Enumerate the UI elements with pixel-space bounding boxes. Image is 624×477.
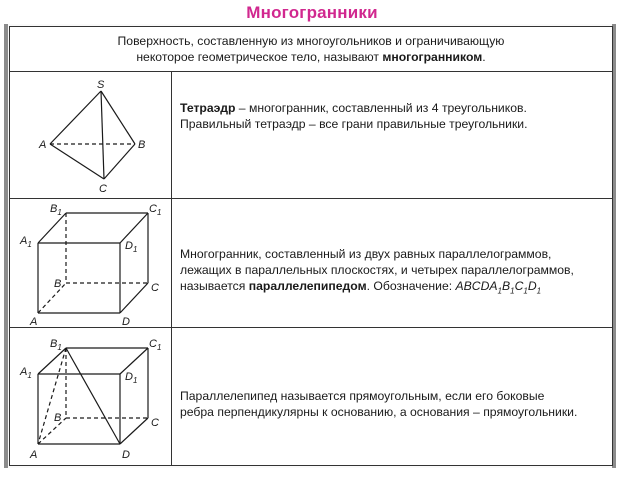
intro-line-2-end: .: [482, 50, 486, 64]
vertex-label-B: B: [54, 278, 62, 290]
notation-sub: 1: [536, 286, 542, 296]
vertex-label-C1: $C_1$: [149, 338, 162, 352]
vertex-label-C1: $C_1$: [149, 203, 162, 217]
vertex-label-A: A: [30, 316, 38, 328]
edge-SC: [101, 91, 104, 179]
column-separator: [171, 72, 172, 198]
intro-line-2-start: некоторое геометрическое тело, называют: [136, 50, 383, 64]
definition-table: [9, 26, 613, 466]
vertex-label-S: S: [97, 79, 105, 91]
parallelepiped-definition: [180, 246, 606, 299]
notation-sub: 1: [523, 286, 528, 296]
vertex-label-D: D: [122, 449, 130, 461]
rectangular-line-1: Параллелепипед называется прямоугольным, если его боковые: [180, 389, 545, 403]
notation-sub: 1: [510, 286, 515, 296]
row-tetrahedron: [10, 71, 612, 198]
notation-part: D: [527, 279, 537, 293]
rectangular-definition: [180, 388, 606, 420]
term-tetrahedron: Тетраэдр: [180, 101, 236, 115]
notation-part: B: [501, 279, 511, 293]
intro-definition: [10, 27, 612, 71]
rectangular-line-2: ребра перпендикулярны к основанию, а основания – прямоугольники.: [180, 405, 578, 419]
rectangular-parallelepiped-figure: [10, 328, 170, 466]
tetrahedron-def-1: – многогранник, составленный из 4 треугольников.: [235, 101, 527, 115]
edge-A1B1: [38, 348, 66, 374]
intro-line-1: Поверхность, составленную из многоугольников и ограничивающую: [117, 34, 505, 48]
edge-DC: [120, 418, 148, 444]
column-separator: [171, 328, 172, 465]
edge-SA: [50, 91, 101, 144]
vertex-label-A: A: [39, 139, 47, 151]
parallelepiped-line-1: Многогранник, составленный из двух равных параллелограммов,: [180, 247, 552, 261]
edge-D1C1: [120, 213, 148, 243]
diagonal-B1A-hidden: [38, 348, 66, 444]
page-title: Многогранники: [246, 3, 378, 22]
vertex-label-B1: $B_1$: [50, 338, 62, 352]
parallelepiped-figure: [10, 199, 170, 328]
edge-BC: [104, 144, 135, 179]
term-polyhedron: многогранником: [382, 50, 483, 64]
notation-main: ABCDA: [455, 279, 498, 293]
vertex-label-C: C: [151, 282, 159, 294]
vertex-label-C: C: [99, 183, 107, 195]
edge-A1B1: [38, 213, 66, 243]
vertex-label-B: B: [54, 412, 62, 424]
tetrahedron-line-2: Правильный тетраэдр – все грани правильные треугольники.: [180, 117, 528, 131]
parallelepiped-line-2: лежащих в параллельных плоскостях, и четырех параллелограммов,: [180, 263, 574, 277]
tetrahedron-figure: [10, 72, 170, 199]
vertex-label-D: D: [122, 316, 130, 328]
intro-line-2: [10, 49, 612, 65]
parallelepiped-line-3-mid: . Обозначение:: [366, 279, 456, 293]
vertex-label-D1: $D_1$: [125, 371, 138, 385]
vertex-label-A1: $A_1$: [20, 235, 32, 249]
term-parallelepiped: параллелепипедом: [248, 279, 367, 293]
vertex-label-D1: $D_1$: [125, 240, 138, 254]
notation: [455, 279, 542, 296]
edge-AC: [50, 144, 104, 179]
notation-part: C: [514, 279, 524, 293]
edge-AB-hidden: [38, 283, 66, 313]
vertex-label-C: C: [151, 417, 159, 429]
edge-DC: [120, 283, 148, 313]
row-rectangular: [10, 327, 612, 465]
row-parallelepiped: [10, 198, 612, 327]
vertex-label-B: B: [138, 139, 146, 151]
parallelepiped-line-3: [180, 278, 606, 299]
vertex-label-A: A: [30, 449, 38, 461]
tetrahedron-line-1: [180, 100, 606, 116]
vertex-label-A1: $A_1$: [20, 366, 32, 380]
diagonal-B1D: [66, 348, 120, 444]
notation-sub: 1: [497, 286, 502, 296]
vertex-label-B1: $B_1$: [50, 203, 62, 217]
column-separator: [171, 199, 172, 327]
parallelepiped-line-3-start: называется: [180, 279, 249, 293]
edge-SB: [101, 91, 135, 144]
tetrahedron-definition: [180, 100, 606, 132]
